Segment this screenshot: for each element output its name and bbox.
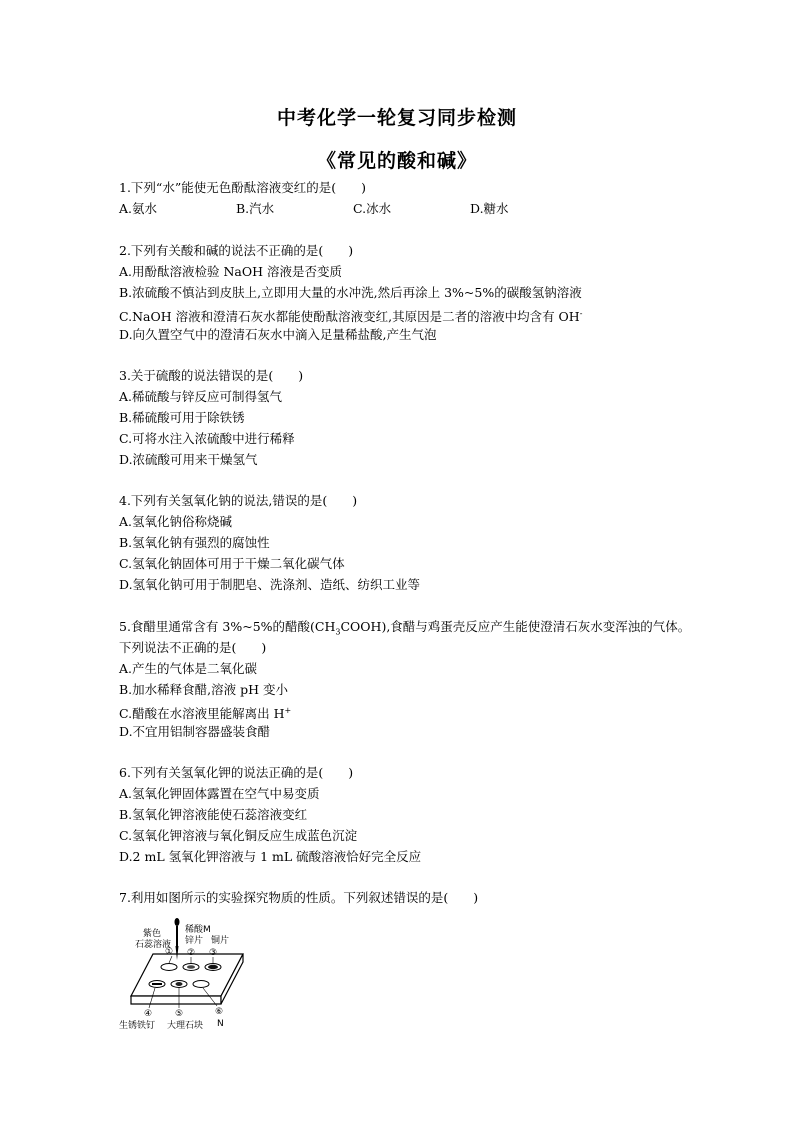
well-plate-front [131,996,221,1004]
question-2 [119,240,719,345]
marble-piece [176,982,183,986]
label-litmus-line-2: 石蕊溶液 [135,940,172,950]
dropper-bulb [175,918,180,926]
well-number-5: ⑤ [175,1009,184,1019]
stem-text: 5.食醋里通常含有 3%~5%的醋酸(CH [119,619,336,634]
option-c-text: C.醋酸在水溶液里能解离出 H [119,706,285,722]
option-b: B.稀硫酸可用于除铁锈 [119,410,245,425]
well-number-4: ④ [144,1009,153,1019]
question-6 [119,762,719,867]
question-7-stem: 7.利用如图所示的实验探究物质的性质。下列叙述错误的是( ) [119,890,479,905]
page-subtitle: 《常见的酸和碱》 [316,150,477,172]
well-number-3: ③ [209,948,218,958]
question-7 [119,887,719,908]
option-d: D.糖水 [470,201,509,216]
question-1-stem: 1.下列“水”能使无色酚酞溶液变红的是( ) [119,180,366,195]
stem-text-cont: COOH),食醋与鸡蛋壳反应产生能使澄清石灰水变浑浊的气体。 [340,619,691,634]
question-5-stem-line-2: 下列说法不正确的是( ) [119,640,267,655]
hydroxide-charge: - [579,309,583,318]
well-number-6: ⑥ [215,1007,224,1017]
question-4 [119,490,719,595]
formula-subscript: 3 [335,627,341,637]
zinc-piece [187,965,195,969]
well-number-2: ② [187,948,196,958]
question-1-options [119,198,719,219]
option-a: A.氢氧化钾固体露置在空气中易变质 [119,786,320,801]
label-rusty-nail: 生锈铁钉 [119,1021,156,1031]
question-3-stem: 3.关于硫酸的说法错误的是( ) [119,368,304,383]
option-b: B.浓硫酸不慎沾到皮肤上,立即用大量的水冲洗,然后再涂上 3%~5%的碳酸氢钠溶液 [119,285,582,300]
question-3 [119,365,719,470]
option-a: A.稀硫酸与锌反应可制得氢气 [119,389,283,404]
option-d: D.2 mL 氢氧化钾溶液与 1 mL 硫酸溶液恰好完全反应 [119,849,422,864]
copper-piece [208,965,218,969]
question-2-stem: 2.下列有关酸和碱的说法不正确的是( ) [119,243,354,258]
well-6 [193,981,209,988]
question-5 [119,616,719,742]
well-number-1: ① [165,947,174,957]
experiment-figure [117,912,247,1032]
option-a: A.用酚酞溶液检验 NaOH 溶液是否变质 [119,264,342,279]
experiment-diagram [117,912,247,1032]
option-c: C.冰水 [353,201,392,216]
question-6-stem: 6.下列有关氢氧化钾的说法正确的是( ) [119,765,354,780]
option-b: B.氢氧化钾溶液能使石蕊溶液变红 [119,807,308,822]
label-acid-m: 稀酸M [185,925,211,935]
page-title: 中考化学一轮复习同步检测 [276,107,517,129]
option-b: B.加水稀释食醋,溶液 pH 变小 [119,682,288,697]
option-c: C.可将水注入浓硫酸中进行稀释 [119,431,295,446]
question-1 [119,177,719,219]
option-a: A.氢氧化钠俗称烧碱 [119,514,233,529]
label-zinc: 锌片 [185,936,204,946]
option-c: C.氢氧化钠固体可用于干燥二氧化碳气体 [119,556,345,571]
question-5-stem-line-1 [119,616,719,637]
option-a: A.产生的气体是二氧化碳 [119,661,258,676]
question-4-stem: 4.下列有关氢氧化钠的说法,错误的是( ) [119,493,358,508]
label-copper: 铜片 [211,936,230,946]
option-c-text: C.NaOH 溶液和澄清石灰水都能使酚酞溶液变红,其原因是二者的溶液中均含有 OH [119,309,580,325]
option-c [119,303,719,324]
option-b: B.汽水 [236,201,275,216]
well-1 [161,964,177,971]
label-marble: 大理石块 [167,1021,204,1031]
option-d: D.浓硫酸可用来干燥氢气 [119,452,258,467]
option-b: B.氢氧化钠有强烈的腐蚀性 [119,535,270,550]
label-litmus-line-1: 紫色 [143,929,162,939]
label-n: N [217,1019,224,1029]
option-d: D.氢氧化钠可用于制肥皂、洗涤剂、造纸、纺织工业等 [119,577,421,592]
option-c: C.氢氧化钾溶液与氧化铜反应生成蓝色沉淀 [119,828,358,843]
hydrogen-charge: + [284,706,292,715]
option-d: D.向久置空气中的澄清石灰水中滴入足量稀盐酸,产生气泡 [119,327,437,342]
option-a: A.氨水 [119,201,158,216]
option-c [119,700,719,721]
option-d: D.不宜用铝制容器盛装食醋 [119,724,271,739]
